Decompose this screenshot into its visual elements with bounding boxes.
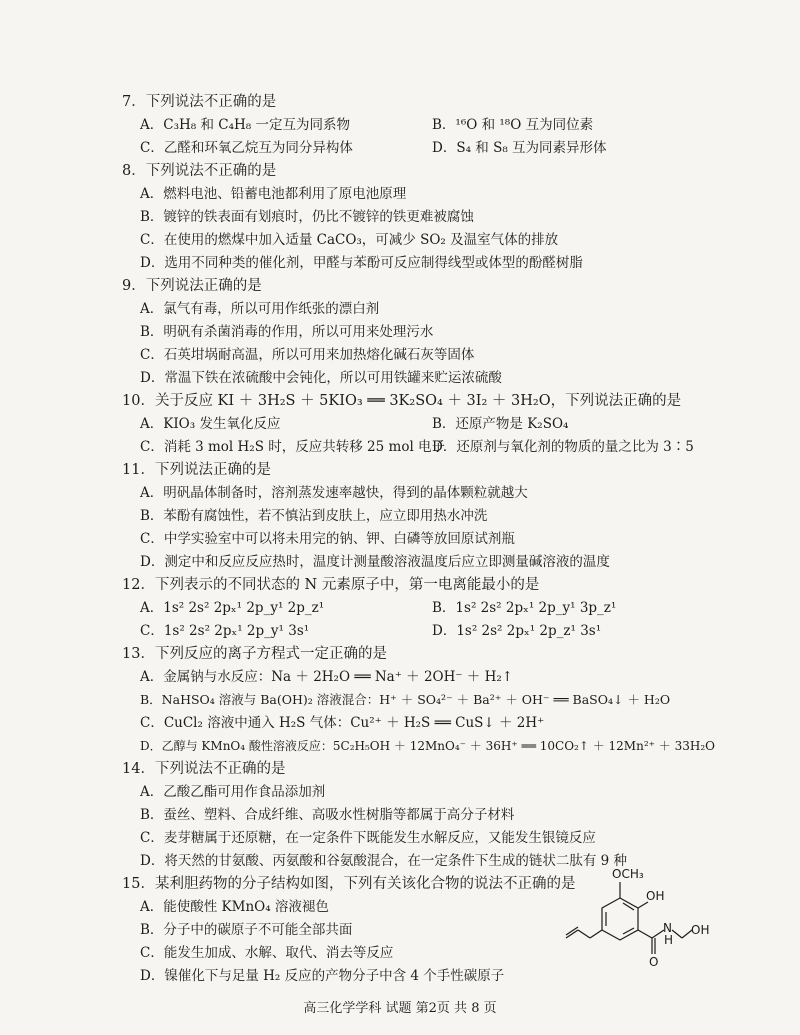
q14-option-c: C．麦芽糖属于还原糖，在一定条件下既能发生水解反应，又能发生银镜反应	[140, 830, 596, 846]
q14-option-a: A．乙酸乙酯可用作食品添加剂	[140, 784, 326, 800]
q10-option-a: A．KIO₃ 发生氧化反应	[140, 416, 281, 432]
q11-option-d: D．测定中和反应反应热时，温度计测量酸溶液温度后应立即测量碱溶液的温度	[140, 554, 610, 570]
q15-option-a: A．能使酸性 KMnO₄ 溶液褪色	[140, 899, 329, 915]
q9-option-c: C．石英坩埚耐高温，所以可用来加热熔化碱石灰等固体	[140, 347, 475, 363]
q13-option-a: A．金属钠与水反应：Na ＋ 2H₂O ══ Na⁺ ＋ 2OH⁻ ＋ H₂↑	[140, 669, 514, 685]
q12-option-a: A．1s² 2s² 2pₓ¹ 2p_y¹ 2p_z¹	[140, 600, 325, 616]
question-15-title: 15．某利胆药物的分子结构如图，下列有关该化合物的说法不正确的是	[122, 876, 576, 892]
amide-hydrogen-label: H	[664, 933, 674, 947]
question-14-title: 14．下列说法不正确的是	[122, 761, 286, 777]
q13-option-b: B．NaHSO₄ 溶液与 Ba(OH)₂ 溶液混合：H⁺ ＋ SO₄²⁻ ＋ Ba²⁺ ＋ OH⁻ ══ BaSO₄↓ ＋ H₂O	[140, 692, 671, 707]
ring-double-bond	[623, 903, 634, 910]
question-9-title: 9．下列说法正确的是	[122, 278, 262, 294]
q15-option-d: D．镍催化下与足量 H₂ 反应的产物分子中含 4 个手性碳原子	[140, 968, 505, 984]
q14-option-d: D．将天然的甘氨酸、丙氨酸和谷氨酸混合，在一定条件下生成的链状二肽有 9 种	[140, 853, 627, 869]
question-10-title: 10．关于反应 KI ＋ 3H₂S ＋ 5KIO₃ ══ 3K₂SO₄ ＋ 3I₂ ＋ 3H₂O，下列说法正确的是	[122, 393, 682, 409]
allyl-bond	[578, 930, 590, 938]
question-11-title: 11．下列说法正确的是	[122, 462, 271, 478]
q7-option-d: D．S₄ 和 S₈ 互为同素异形体	[432, 140, 607, 156]
amide-bond	[638, 930, 652, 938]
q13-option-d: D．乙醇与 KMnO₄ 酸性溶液反应：5C₂H₅OH ＋ 12MnO₄⁻ ＋ 36H⁺ ══ 10CO₂↑ ＋ 12Mn²⁺ ＋ 33H₂O	[140, 739, 715, 753]
page-footer: 高三化学学科 试题 第2页 共 8 页	[303, 1001, 497, 1016]
question-7-title: 7．下列说法不正确的是	[122, 94, 277, 110]
q8-option-a: A．燃料电池、铅蓄电池都利用了原电池原理	[140, 186, 407, 202]
q7-option-a: A．C₃H₈ 和 C₄H₈ 一定互为同系物	[140, 117, 350, 133]
q9-option-a: A．氯气有毒，所以可用作纸张的漂白剂	[140, 301, 380, 317]
q8-option-d: D．选用不同种类的催化剂，甲醛与苯酚可反应制得线型或体型的酚醛树脂	[140, 255, 583, 271]
q11-option-b: B．苯酚有腐蚀性，若不慎沾到皮肤上，应立即用热水冲洗	[140, 508, 488, 524]
question-8-title: 8．下列说法不正确的是	[122, 163, 277, 179]
q12-option-c: C．1s² 2s² 2pₓ¹ 2p_y¹ 3s¹	[140, 623, 310, 639]
methoxy-label: OCH₃	[612, 868, 644, 881]
q12-option-d: D．1s² 2s² 2pₓ¹ 2p_z¹ 3s¹	[432, 623, 602, 639]
hydroxyl-label: OH	[646, 889, 665, 903]
q9-option-b: B．明矾有杀菌消毒的作用，所以可用来处理污水	[140, 324, 434, 340]
benzene-ring	[602, 898, 638, 940]
q12-option-b: B．1s² 2s² 2pₓ¹ 2p_y¹ 3p_z¹	[432, 600, 617, 616]
q10-option-b: B．还原产物是 K₂SO₄	[432, 416, 569, 432]
q9-option-d: D．常温下铁在浓硫酸中会钝化，所以可用铁罐来贮运浓硫酸	[140, 370, 502, 386]
q11-option-a: A．明矾晶体制备时，溶剂蒸发速率越快，得到的晶体颗粒就越大	[140, 485, 528, 501]
q8-option-c: C．在使用的燃煤中加入适量 CaCO₃，可减少 SO₂ 及温室气体的排放	[140, 232, 559, 248]
q10-option-c: C．消耗 3 mol H₂S 时，反应共转移 25 mol 电子	[140, 439, 446, 455]
q7-option-b: B．¹⁶O 和 ¹⁸O 互为同位素	[432, 117, 594, 133]
q15-option-c: C．能发生加成、水解、取代、消去等反应	[140, 945, 394, 961]
q11-option-c: C．中学实验室中可以将未用完的钠、钾、白磷等放回原试剂瓶	[140, 531, 515, 547]
q13-option-c: C．CuCl₂ 溶液中通入 H₂S 气体：Cu²⁺ ＋ H₂S ══ CuS↓ ＋ 2H⁺	[140, 715, 545, 731]
molecule-structure-diagram	[560, 868, 710, 968]
allyl-bond	[590, 930, 602, 938]
amide-nitrogen-label: N	[663, 921, 672, 935]
q15-option-b: B．分子中的碳原子不可能全部共面	[140, 922, 353, 938]
carbonyl-oxygen-label: O	[649, 955, 659, 968]
q8-option-b: B．镀锌的铁表面有划痕时，仍比不镀锌的铁更难被腐蚀	[140, 209, 474, 225]
q7-option-c: C．乙醛和环氧乙烷互为同分异构体	[140, 140, 353, 156]
q10-option-d: D．还原剂与氧化剂的物质的量之比为 3∶5	[432, 439, 694, 455]
ethyl-bond	[672, 930, 682, 938]
question-12-title: 12．下列表示的不同状态的 N 元素原子中，第一电离能最小的是	[122, 577, 540, 593]
q14-option-b: B．蚕丝、塑料、合成纤维、高吸水性树脂等都属于高分子材料	[140, 807, 515, 823]
terminal-hydroxyl-label: OH	[691, 923, 710, 937]
question-13-title: 13．下列反应的离子方程式一定正确的是	[122, 646, 387, 662]
